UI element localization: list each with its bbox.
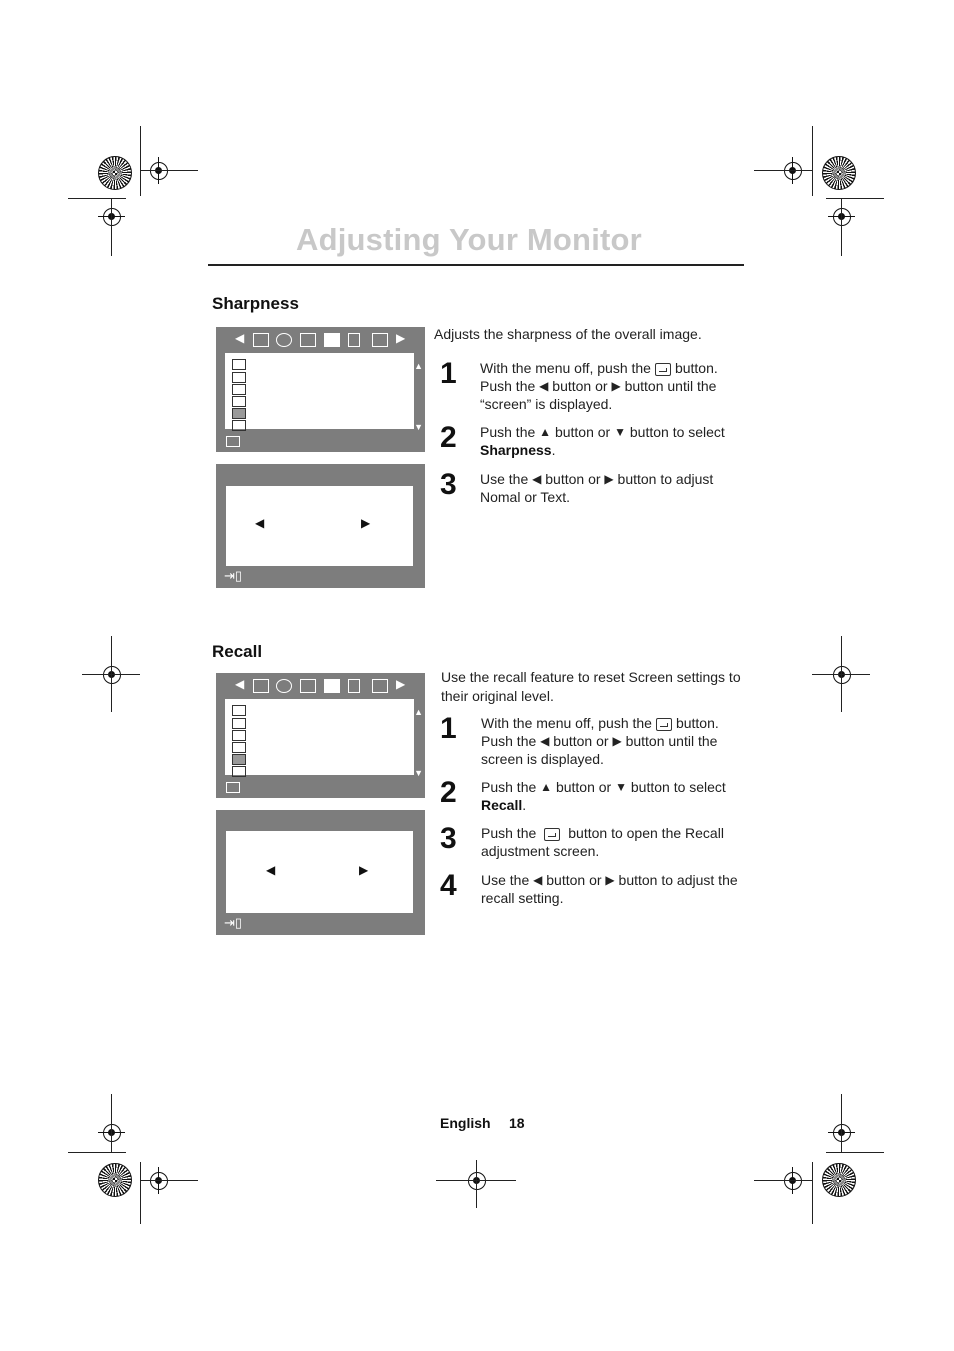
- step-text: Push the: [481, 825, 537, 841]
- crop-mark: [754, 1180, 812, 1181]
- exit-icon: ⇥▯: [224, 568, 243, 583]
- geometry-icon: [276, 679, 292, 693]
- step-text: button to select: [630, 779, 726, 795]
- crop-mark: [754, 170, 812, 171]
- recall-step-2: [440, 778, 746, 814]
- up-triangle-icon: ▲: [414, 707, 423, 717]
- enter-icon: [226, 436, 240, 447]
- registration-cross-icon: [150, 162, 168, 180]
- registration-cross-icon: [103, 208, 121, 226]
- step-text: button.: [674, 360, 718, 376]
- step-text: Nomal or Text.: [480, 489, 570, 505]
- size-icon: [300, 333, 316, 347]
- window-icon: [372, 679, 388, 693]
- osd-topbar: [216, 673, 425, 699]
- registration-cross-icon: [103, 1124, 121, 1142]
- step-number: 2: [440, 776, 457, 809]
- step-text: screen is displayed.: [481, 751, 604, 767]
- page-title: Adjusting Your Monitor: [296, 222, 642, 257]
- crop-mark: [82, 674, 140, 675]
- right-triangle-icon: ▶: [396, 331, 406, 345]
- right-triangle-icon: ▶: [361, 516, 371, 530]
- right-triangle-icon: ▶: [605, 873, 615, 887]
- menu-item-icon: [232, 730, 246, 741]
- menu-item-icon: [232, 766, 246, 777]
- registration-cross-icon: [784, 162, 802, 180]
- registration-wheel-icon: [98, 156, 132, 190]
- registration-wheel-icon: [822, 1163, 856, 1197]
- registration-wheel-icon: [822, 156, 856, 190]
- crop-mark: [68, 1152, 126, 1153]
- osd-menu-panel: [216, 673, 425, 798]
- window-icon: [372, 333, 388, 347]
- recall-step-4: [440, 871, 746, 907]
- right-triangle-icon: ▶: [604, 472, 614, 486]
- registration-cross-icon: [150, 1172, 168, 1190]
- sharpness-step-3: [440, 470, 740, 506]
- step-text: button.: [675, 715, 719, 731]
- step-text: button until the: [625, 733, 718, 749]
- osd-adjust-panel: [216, 810, 425, 935]
- step-bold-text: Recall: [481, 797, 523, 813]
- up-triangle-icon: ▲: [539, 425, 552, 439]
- position-icon: [253, 333, 269, 347]
- color-icon: [348, 333, 360, 347]
- step-text: button or: [555, 779, 612, 795]
- right-triangle-icon: ▶: [396, 677, 406, 691]
- step-text: .: [551, 442, 556, 458]
- down-triangle-icon: ▼: [414, 422, 423, 432]
- step-text: button or: [554, 424, 611, 440]
- position-icon: [253, 679, 269, 693]
- footer-language: English: [440, 1115, 491, 1131]
- crop-mark: [476, 1160, 477, 1208]
- sharpness-heading: Sharpness: [212, 294, 299, 313]
- sharpness-intro: Adjusts the sharpness of the overall image.: [434, 326, 702, 342]
- menu-item-icon: [232, 754, 246, 765]
- page-number: 18: [509, 1115, 525, 1131]
- crop-mark: [812, 1162, 813, 1224]
- step-text: button to adjust the: [618, 872, 738, 888]
- osd-menu-panel: [216, 327, 425, 452]
- crop-mark: [68, 198, 126, 199]
- size-icon: [300, 679, 316, 693]
- step-text: With the menu off, push the: [480, 360, 651, 376]
- crop-mark: [140, 170, 198, 171]
- crop-mark: [140, 1180, 198, 1181]
- right-triangle-icon: ▶: [359, 863, 369, 877]
- step-text: Push the: [480, 378, 536, 394]
- registration-cross-icon: [833, 1124, 851, 1142]
- crop-mark: [812, 126, 813, 196]
- crop-mark: [812, 674, 870, 675]
- step-text: button or: [552, 378, 608, 394]
- left-triangle-icon: ◀: [532, 472, 542, 486]
- left-triangle-icon: ◀: [235, 331, 245, 345]
- crop-mark: [111, 198, 112, 256]
- step-text: adjustment screen.: [481, 843, 600, 859]
- step-number: 2: [440, 421, 457, 454]
- left-triangle-icon: ◀: [255, 516, 265, 530]
- step-number: 3: [440, 468, 457, 501]
- step-text: button or: [553, 733, 609, 749]
- menu-item-icon: [232, 705, 246, 716]
- osd-item-list: [225, 699, 414, 775]
- step-text: Push the: [480, 424, 536, 440]
- right-triangle-icon: ▶: [612, 734, 622, 748]
- left-triangle-icon: ◀: [539, 379, 549, 393]
- up-triangle-icon: ▲: [540, 780, 553, 794]
- registration-wheel-icon: [98, 1163, 132, 1197]
- step-text: .: [522, 797, 527, 813]
- left-triangle-icon: ◀: [266, 863, 276, 877]
- step-text: Push the: [481, 733, 537, 749]
- step-text: “screen” is displayed.: [480, 396, 613, 412]
- down-triangle-icon: ▼: [615, 780, 627, 794]
- registration-cross-icon: [833, 666, 851, 684]
- title-rule: [208, 264, 744, 266]
- step-text: button to select: [629, 424, 725, 440]
- menu-item-icon: [232, 396, 246, 407]
- recall-heading: Recall: [212, 642, 263, 661]
- osd-item-list: [225, 353, 414, 429]
- registration-cross-icon: [833, 208, 851, 226]
- registration-cross-icon: [468, 1172, 486, 1190]
- step-text: Use the: [480, 471, 529, 487]
- adjust-box: [226, 486, 413, 566]
- geometry-icon: [276, 333, 292, 347]
- down-triangle-icon: ▼: [414, 768, 423, 778]
- step-bold-text: Sharpness: [480, 442, 552, 458]
- color-icon: [348, 679, 360, 693]
- crop-mark: [111, 1094, 112, 1152]
- sharpness-step-1: [440, 359, 740, 413]
- crop-mark: [841, 198, 842, 256]
- step-text: button or: [545, 471, 601, 487]
- exit-icon: ⇥▯: [224, 915, 243, 930]
- left-triangle-icon: ◀: [533, 873, 543, 887]
- right-triangle-icon: ▶: [611, 379, 621, 393]
- screen-icon: [324, 333, 340, 347]
- enter-icon: [656, 718, 672, 731]
- crop-mark: [140, 1162, 141, 1224]
- step-text: Use the: [481, 872, 530, 888]
- registration-cross-icon: [784, 1172, 802, 1190]
- crop-mark: [826, 198, 884, 199]
- step-number: 4: [440, 869, 457, 902]
- step-text: button until the: [624, 378, 717, 394]
- crop-mark: [140, 126, 141, 196]
- recall-step-1: [440, 714, 746, 768]
- menu-item-icon: [232, 384, 246, 395]
- adjust-box: [226, 831, 413, 913]
- step-number: 3: [440, 822, 457, 855]
- recall-intro: Use the recall feature to reset Screen settings to their original level.: [441, 669, 741, 704]
- enter-icon: [544, 828, 560, 841]
- crop-mark: [826, 1152, 884, 1153]
- screen-icon: [324, 679, 340, 693]
- menu-item-icon: [232, 408, 246, 419]
- step-text: With the menu off, push the: [481, 715, 652, 731]
- osd-adjust-panel: [216, 464, 425, 588]
- step-text: Push the: [481, 779, 537, 795]
- step-text: button to adjust: [617, 471, 714, 487]
- recall-step-3: [440, 824, 746, 860]
- sharpness-step-2: [440, 423, 740, 459]
- registration-cross-icon: [103, 666, 121, 684]
- menu-item-icon: [232, 420, 246, 431]
- menu-item-icon: [232, 742, 246, 753]
- menu-item-icon: [232, 372, 246, 383]
- footer: [440, 1115, 525, 1133]
- crop-mark: [841, 1094, 842, 1152]
- up-triangle-icon: ▲: [414, 361, 423, 371]
- step-number: 1: [440, 712, 457, 745]
- enter-icon: [226, 782, 240, 793]
- menu-item-icon: [232, 359, 246, 370]
- left-triangle-icon: ◀: [235, 677, 245, 691]
- osd-topbar: [216, 327, 425, 353]
- down-triangle-icon: ▼: [614, 425, 626, 439]
- step-text: recall setting.: [481, 890, 564, 906]
- enter-icon: [655, 363, 671, 376]
- step-text: button to open the Recall: [568, 825, 724, 841]
- left-triangle-icon: ◀: [540, 734, 550, 748]
- menu-item-icon: [232, 718, 246, 729]
- step-text: button or: [546, 872, 602, 888]
- step-number: 1: [440, 357, 457, 390]
